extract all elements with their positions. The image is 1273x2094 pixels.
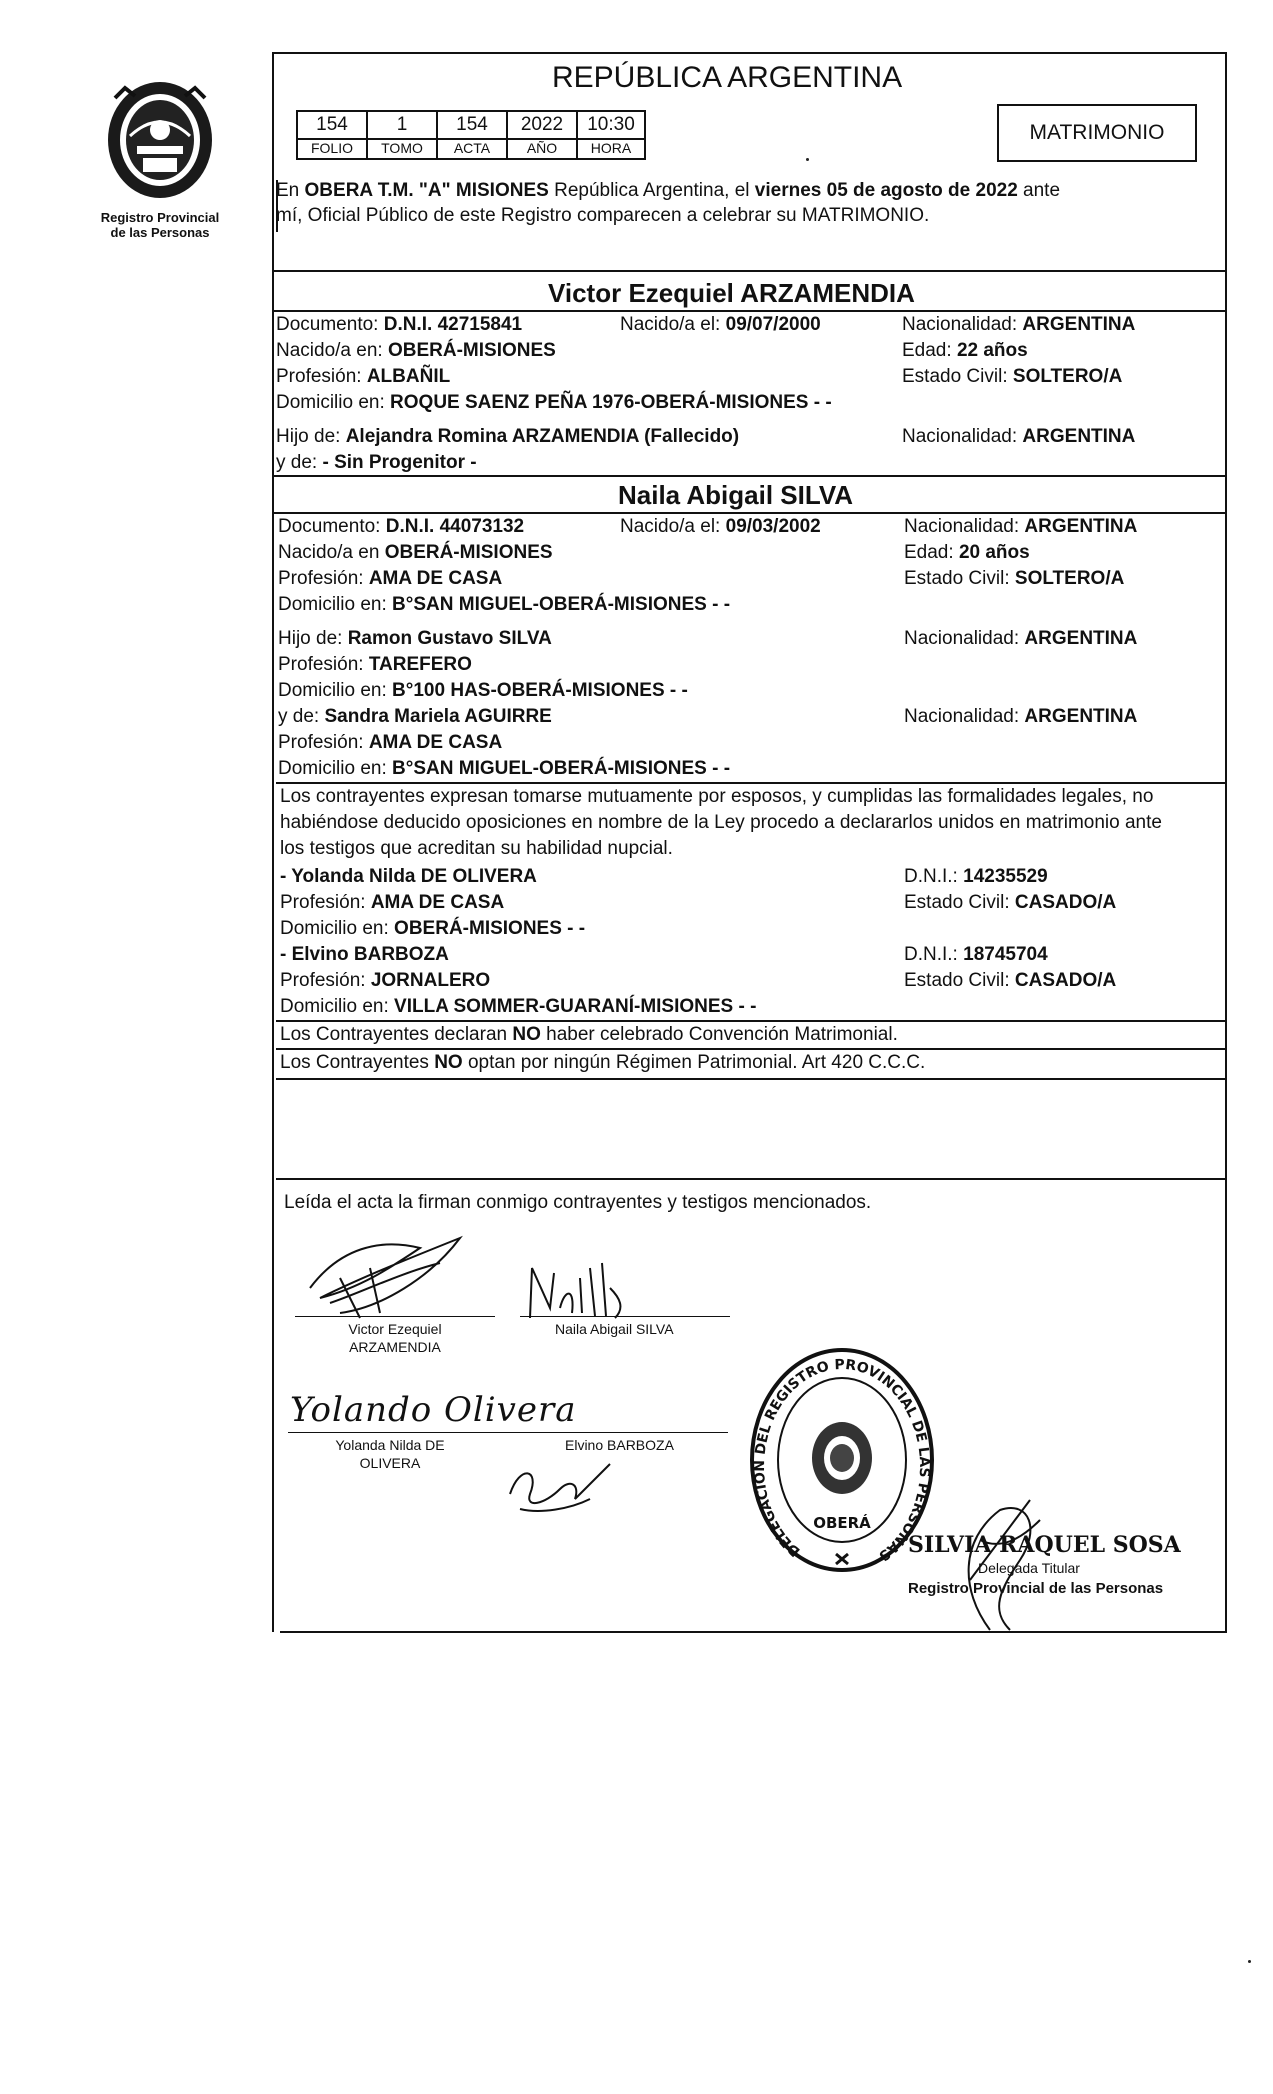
value: VILLA SOMMER-GUARANÍ-MISIONES - - <box>394 996 757 1017</box>
conventions-line2 <box>280 1052 925 1074</box>
spouse1-addr <box>276 392 832 414</box>
spouse1-parent2 <box>276 452 477 474</box>
signature-1-label <box>325 1320 465 1356</box>
value: SOLTERO/A <box>1012 366 1123 387</box>
official-title: Delegada Titular <box>978 1560 1080 1576</box>
signature-line <box>520 1316 730 1317</box>
spouse2-born <box>620 516 821 538</box>
label: D.N.I.: <box>904 866 958 887</box>
spouse2-birthplace <box>278 542 553 564</box>
value: OBERÁ-MISIONES - - <box>394 918 586 939</box>
spouse2-mother-prof <box>278 732 502 754</box>
witness1-addr <box>280 918 585 940</box>
spouse1-name: Victor Ezequiel ARZAMENDIA <box>548 278 915 308</box>
label: Nacionalidad: <box>904 516 1020 537</box>
text: haber celebrado Convención Matrimonial. <box>546 1024 898 1045</box>
official-office: Registro Provincial de las Personas <box>908 1580 1164 1597</box>
frame-left <box>272 52 274 1632</box>
text: optan por ningún Régimen Patrimonial. Art 420 C.C.C. <box>467 1052 926 1073</box>
label: Domicilio en: <box>276 392 385 413</box>
seal-bottom-text: OBERÁ <box>813 1514 871 1532</box>
text: ARZAMENDIA <box>349 1339 441 1355</box>
spouse1-born <box>620 314 821 336</box>
frame-bottom <box>280 1631 1227 1633</box>
label: Nacionalidad: <box>902 314 1018 335</box>
signature-line <box>295 1316 495 1317</box>
intro-country: República Argentina, el <box>554 180 750 201</box>
signatures-intro: Leída el acta la firman conmigo contrayentes y testigos mencionados. <box>284 1192 872 1213</box>
conventions-line1 <box>280 1024 898 1046</box>
intro-ante: ante <box>1023 180 1061 201</box>
witness1-dni <box>904 866 1048 888</box>
cell-acta: 154 <box>436 110 506 140</box>
value: ARGENTINA <box>1024 628 1138 649</box>
value: 09/07/2000 <box>725 314 821 335</box>
value: AMA DE CASA <box>368 568 503 589</box>
declaration-line3: los testigos que acreditan su habilidad nupcial. <box>280 838 673 859</box>
text: OLIVERA <box>359 1455 421 1471</box>
label: y de: <box>276 452 318 473</box>
label: Profesión: <box>280 892 366 913</box>
divider <box>276 1048 1227 1050</box>
cell-ano: 2022 <box>506 110 576 140</box>
page-title: REPÚBLICA ARGENTINA <box>552 61 903 94</box>
witness1-name <box>280 866 537 888</box>
value: AMA DE CASA <box>370 892 505 913</box>
spouse1-civil <box>902 366 1122 388</box>
spouse2-father-addr <box>278 680 688 702</box>
value: ARGENTINA <box>1024 706 1138 727</box>
value: 09/03/2002 <box>725 516 821 537</box>
spouse2-prof <box>278 568 502 590</box>
intro-left-mark <box>276 180 278 232</box>
label: Nacido/a en <box>278 542 380 563</box>
label: Domicilio en: <box>280 996 389 1017</box>
cell-hora: 10:30 <box>576 110 646 140</box>
intro-date: viernes 05 de agosto de 2022 <box>754 180 1018 201</box>
label: Edad: <box>902 340 952 361</box>
text: Yolanda Nilda DE <box>335 1437 445 1453</box>
signature-4-label: Elvino BARBOZA <box>565 1437 674 1453</box>
value: ARGENTINA <box>1022 426 1136 447</box>
label-ano: AÑO <box>506 140 576 160</box>
province-shield-icon <box>95 78 225 208</box>
value: D.N.I. 42715841 <box>383 314 523 335</box>
spouse2-civil <box>904 568 1124 590</box>
signature-3-label <box>320 1436 460 1472</box>
value: - Elvino BARBOZA <box>280 944 449 965</box>
value: 22 años <box>956 340 1028 361</box>
label: Domicilio en: <box>278 594 387 615</box>
witness2-prof <box>280 970 490 992</box>
label-folio: FOLIO <box>296 140 366 160</box>
declaration-line2: habiéndose deducido oposiciones en nombre de la Ley procedo a declararlos unidos en matrimonio ante <box>280 812 1162 833</box>
label: Hijo de: <box>276 426 341 447</box>
spouse2-addr <box>278 594 730 616</box>
registry-logo <box>95 78 225 208</box>
signature-1-scribble-icon <box>300 1218 480 1328</box>
logo-caption <box>80 210 240 240</box>
spouse2-father <box>278 628 552 650</box>
value: - Yolanda Nilda DE OLIVERA <box>280 866 537 887</box>
divider <box>276 782 1227 784</box>
spouse1-birthplace <box>276 340 556 362</box>
seal-ring-text: DELEGACION DEL REGISTRO PROVINCIAL DE LAS PERSONAS <box>752 1356 933 1564</box>
value: Ramon Gustavo SILVA <box>347 628 552 649</box>
label: y de: <box>278 706 320 727</box>
value: B°SAN MIGUEL-OBERÁ-MISIONES - - <box>392 758 731 779</box>
signature-2-label: Naila Abigail SILVA <box>555 1321 674 1337</box>
stray-dot <box>1248 1960 1251 1963</box>
text: Los Contrayentes <box>280 1052 429 1073</box>
value: 20 años <box>958 542 1030 563</box>
value: D.N.I. 44073132 <box>385 516 525 537</box>
value: - Sin Progenitor - <box>322 452 477 473</box>
label: Nacido/a el: <box>620 314 721 335</box>
spouse1-nat <box>902 314 1135 336</box>
label: Domicilio en: <box>278 680 387 701</box>
cell-tomo: 1 <box>366 110 436 140</box>
logo-caption-line1: Registro Provincial <box>100 210 220 225</box>
signature-line <box>288 1432 728 1433</box>
label: Estado Civil: <box>904 970 1010 991</box>
official-name: SILVIA RAQUEL SOSA <box>908 1532 1181 1558</box>
spouse2-mother <box>278 706 552 728</box>
value: OBERÁ-MISIONES <box>387 340 556 361</box>
divider <box>272 512 1227 514</box>
intro-office: OBERA T.M. "A" MISIONES <box>304 180 549 201</box>
label: Domicilio en: <box>278 758 387 779</box>
divider <box>272 310 1227 312</box>
witness1-prof <box>280 892 504 914</box>
spouse2-name: Naila Abigail SILVA <box>618 480 854 510</box>
spouse2-doc <box>278 516 524 538</box>
label: Profesión: <box>280 970 366 991</box>
value: JORNALERO <box>370 970 491 991</box>
label: Estado Civil: <box>904 568 1010 589</box>
label: Documento: <box>276 314 379 335</box>
signature-4-scribble-icon <box>500 1454 620 1524</box>
value: SOLTERO/A <box>1014 568 1125 589</box>
label: Nacionalidad: <box>902 426 1018 447</box>
spouse1-age <box>902 340 1028 362</box>
value: B°SAN MIGUEL-OBERÁ-MISIONES - - <box>392 594 731 615</box>
logo-caption-line2: de las Personas <box>110 225 210 240</box>
divider <box>272 270 1227 272</box>
witness2-addr <box>280 996 756 1018</box>
label: Estado Civil: <box>902 366 1008 387</box>
value: 14235529 <box>963 866 1048 887</box>
frame-right <box>1225 52 1227 1632</box>
spouse2-father-nat <box>904 628 1137 650</box>
witness2-name <box>280 944 449 966</box>
value: ARGENTINA <box>1022 314 1136 335</box>
value: 18745704 <box>963 944 1048 965</box>
stray-dot <box>806 158 809 161</box>
label: Profesión: <box>276 366 362 387</box>
value: ROQUE SAENZ PEÑA 1976-OBERÁ-MISIONES - - <box>390 392 832 413</box>
intro-line2: mí, Oficial Público de este Registro comparecen a celebrar su MATRIMONIO. <box>276 205 930 226</box>
label: Edad: <box>904 542 954 563</box>
label: Nacionalidad: <box>904 706 1020 727</box>
label-tomo: TOMO <box>366 140 436 160</box>
spouse1-parent1 <box>276 426 739 448</box>
value: AMA DE CASA <box>368 732 503 753</box>
spouse1-parent1-nat <box>902 426 1135 448</box>
declaration-line1: Los contrayentes expresan tomarse mutuamente por esposos, y cumplidas las formalidades legales, no <box>280 786 1154 807</box>
intro-line1 <box>276 180 1060 202</box>
spouse2-mother-addr <box>278 758 730 780</box>
label: Nacido/a en: <box>276 340 383 361</box>
intro-en: En <box>276 180 300 201</box>
value: Alejandra Romina ARZAMENDIA (Fallecido) <box>345 426 740 447</box>
act-type-box <box>997 104 1197 162</box>
label: Profesión: <box>278 568 364 589</box>
value: CASADO/A <box>1014 892 1117 913</box>
value: Sandra Mariela AGUIRRE <box>324 706 552 727</box>
label: Estado Civil: <box>904 892 1010 913</box>
label: D.N.I.: <box>904 944 958 965</box>
spouse2-mother-nat <box>904 706 1137 728</box>
label: Profesión: <box>278 654 364 675</box>
cell-folio: 154 <box>296 110 366 140</box>
spouse2-age <box>904 542 1030 564</box>
act-type: MATRIMONIO <box>1029 121 1165 144</box>
divider <box>272 475 1227 477</box>
label: Domicilio en: <box>280 918 389 939</box>
text-bold: NO <box>512 1024 541 1045</box>
witness2-civil <box>904 970 1116 992</box>
label: Nacido/a el: <box>620 516 721 537</box>
text: Victor Ezequiel <box>348 1321 442 1337</box>
spouse1-doc <box>276 314 522 336</box>
registry-cells <box>296 110 646 140</box>
label: Hijo de: <box>278 628 343 649</box>
witness2-dni <box>904 944 1048 966</box>
registry-labels <box>296 140 646 160</box>
divider <box>276 1078 1227 1080</box>
value: OBERÁ-MISIONES <box>384 542 553 563</box>
label-acta: ACTA <box>436 140 506 160</box>
text-bold: NO <box>434 1052 463 1073</box>
frame-top <box>272 52 1227 54</box>
signature-3-script: Yolando Olivera <box>290 1390 577 1430</box>
spouse2-father-prof <box>278 654 472 676</box>
value: ARGENTINA <box>1024 516 1138 537</box>
label: Profesión: <box>278 732 364 753</box>
witness1-civil <box>904 892 1116 914</box>
spouse1-prof <box>276 366 450 388</box>
text: Los Contrayentes declaran <box>280 1024 508 1045</box>
value: TAREFERO <box>368 654 472 675</box>
divider <box>276 1178 1227 1180</box>
value: CASADO/A <box>1014 970 1117 991</box>
label: Nacionalidad: <box>904 628 1020 649</box>
divider <box>276 1020 1227 1022</box>
value: ALBAÑIL <box>366 366 451 387</box>
value: B°100 HAS-OBERÁ-MISIONES - - <box>392 680 688 701</box>
spouse2-nat <box>904 516 1137 538</box>
label: Documento: <box>278 516 381 537</box>
label-hora: HORA <box>576 140 646 160</box>
